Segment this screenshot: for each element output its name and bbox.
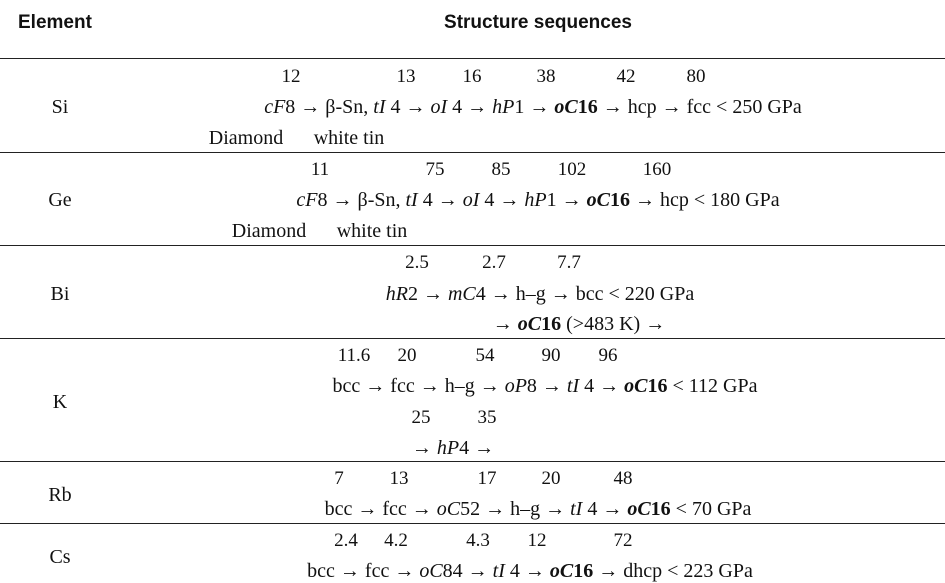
ge-label-white-tin: white tin [336, 220, 408, 242]
element-rb: Rb [48, 484, 72, 506]
element-k: K [52, 391, 68, 413]
k-pressure-5: 96 [598, 345, 618, 366]
column-header-element: Element [18, 12, 92, 33]
ge-pressure-3: 85 [491, 159, 511, 180]
si-pressure-5: 42 [616, 66, 636, 87]
row-divider-k [0, 461, 945, 462]
k-branch: → hP4 → [411, 437, 495, 459]
row-divider-si [0, 152, 945, 153]
si-label-diamond: Diamond [208, 127, 284, 149]
cs-pressure-1: 2.4 [334, 530, 358, 551]
ge-pressure-5: 160 [642, 159, 672, 180]
k-pressure-2: 20 [397, 345, 417, 366]
si-pressure-6: 80 [686, 66, 706, 87]
ge-pressure-4: 102 [557, 159, 587, 180]
rb-pressure-4: 20 [541, 468, 561, 489]
k-branch-pressure-1: 25 [411, 407, 431, 428]
cs-sequence: bcc → fcc → oC84 → tI 4 → oC16 → dhcp < 223 GPa [307, 560, 753, 582]
rb-pressure-5: 48 [613, 468, 633, 489]
bi-pressure-2: 2.7 [482, 252, 506, 273]
bi-pressure-3: 7.7 [557, 252, 581, 273]
si-pressure-1: 12 [281, 66, 301, 87]
row-divider-ge [0, 245, 945, 246]
element-cs: Cs [49, 546, 71, 568]
rb-pressure-2: 13 [389, 468, 409, 489]
k-pressure-4: 90 [541, 345, 561, 366]
rb-sequence: bcc → fcc → oC52 → h–g → tI 4 → oC16 < 70 GPa [324, 498, 752, 520]
ge-pressure-1: 11 [310, 159, 330, 180]
k-pressure-3: 54 [475, 345, 495, 366]
column-header-structure-sequences: Structure sequences [444, 12, 632, 33]
k-sequence: bcc → fcc → h–g → oP8 → tI 4 → oC16 < 112 GPa [332, 375, 758, 397]
k-pressure-1: 11.6 [337, 345, 371, 366]
element-si: Si [51, 96, 69, 118]
ge-label-diamond: Diamond [231, 220, 307, 242]
row-divider-bi [0, 338, 945, 339]
rb-pressure-3: 17 [477, 468, 497, 489]
element-ge: Ge [48, 189, 72, 211]
ge-pressure-2: 75 [425, 159, 445, 180]
bi-pressure-1: 2.5 [405, 252, 429, 273]
cs-pressure-3: 4.3 [466, 530, 490, 551]
rb-pressure-1: 7 [334, 468, 344, 489]
cs-pressure-4: 12 [527, 530, 547, 551]
si-label-white-tin: white tin [313, 127, 385, 149]
bi-sequence: hR2 → mC4 → h–g → bcc < 220 GPa [385, 283, 695, 305]
element-bi: Bi [50, 283, 70, 305]
ge-sequence: cF8 → β-Sn, tI 4 → oI 4 → hP1 → oC16 → hcp < 180 GPa [296, 189, 780, 211]
bi-branch: → oC16 (>483 K) → [492, 313, 666, 335]
k-branch-pressure-2: 35 [477, 407, 497, 428]
row-divider-rb [0, 523, 945, 524]
cs-pressure-5: 72 [613, 530, 633, 551]
si-pressure-3: 16 [462, 66, 482, 87]
cs-pressure-2: 4.2 [384, 530, 408, 551]
si-pressure-2: 13 [396, 66, 416, 87]
header-divider [0, 58, 945, 59]
si-sequence: cF8 → β-Sn, tI 4 → oI 4 → hP1 → oC16 → hcp → fcc < 250 GPa [264, 96, 802, 118]
si-pressure-4: 38 [536, 66, 556, 87]
